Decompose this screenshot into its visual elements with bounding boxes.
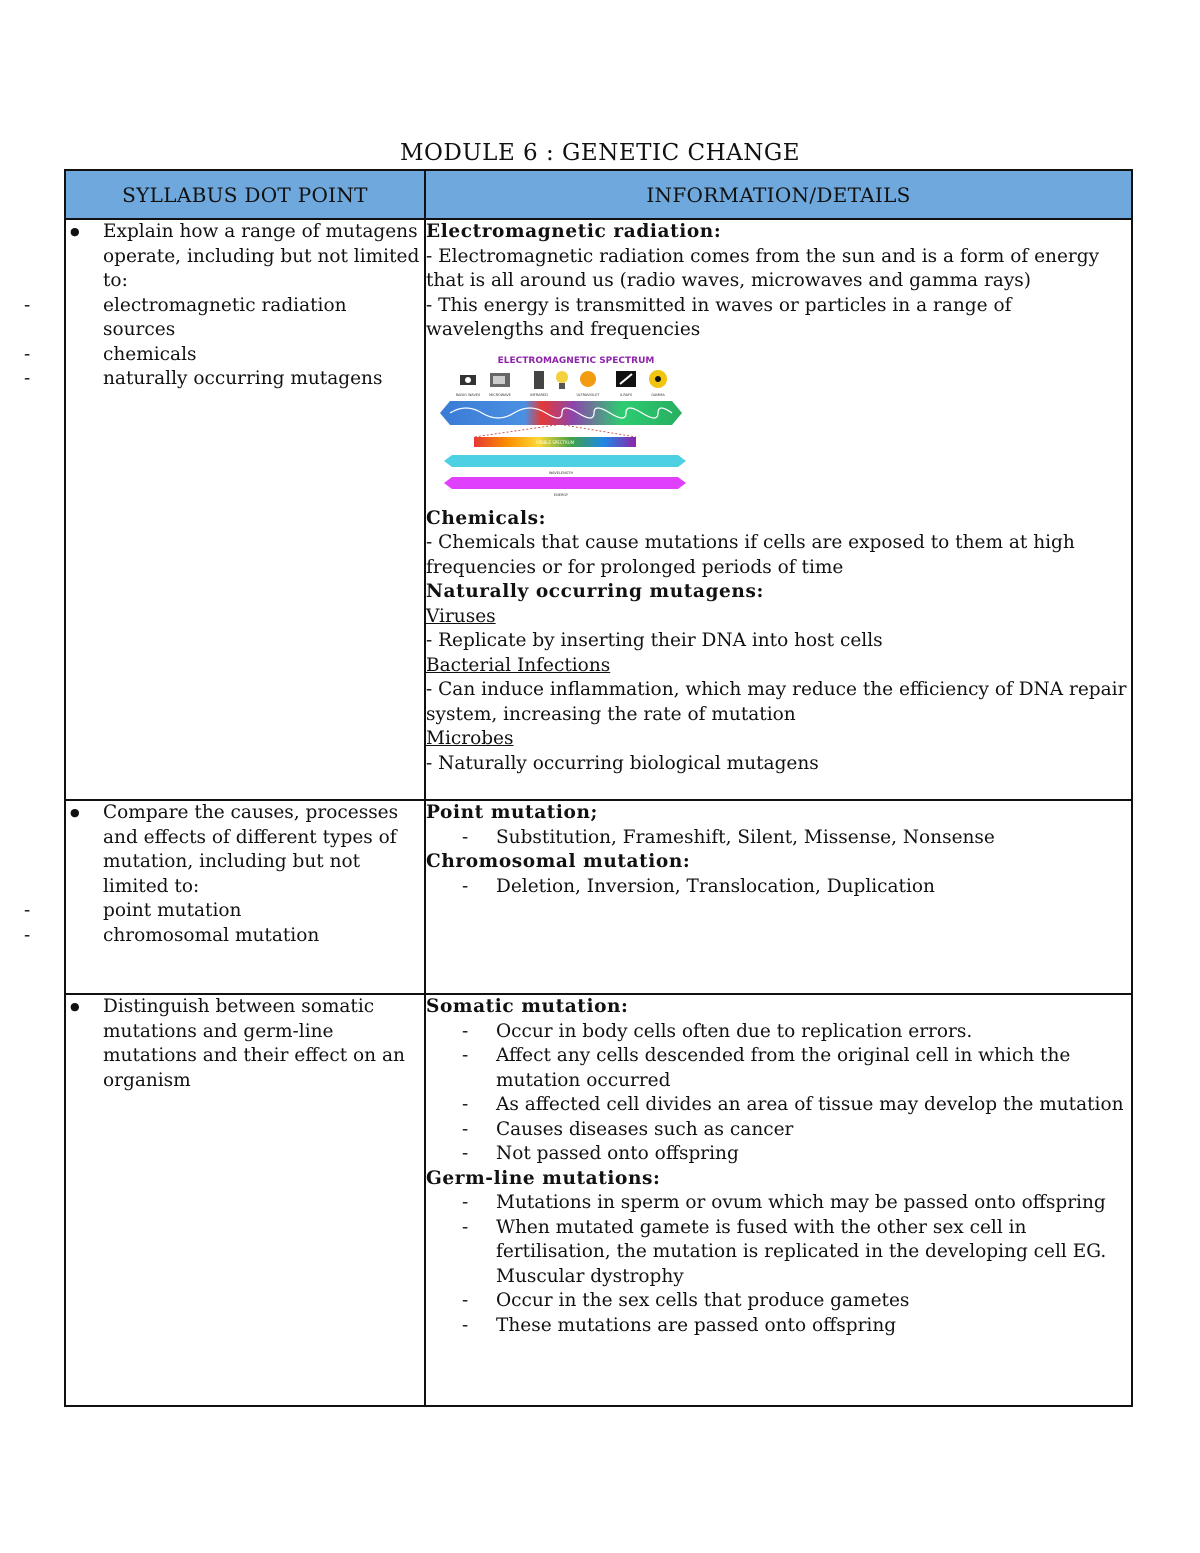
- energy-label: ENERGY: [553, 492, 569, 497]
- em-line: - This energy is transmitted in waves or particles in a range of wavelengths and frequencies: [426, 294, 1012, 340]
- header-syllabus: SYLLABUS DOT POINT: [65, 170, 425, 219]
- list-item: - As affected cell divides an area of tissue may develop the mutation: [426, 1093, 1131, 1118]
- microbes-label: Microbes: [426, 728, 514, 749]
- list-item: - These mutations are passed onto offspring: [426, 1314, 1131, 1339]
- point-mutation-heading: Point mutation;: [426, 802, 598, 823]
- bacterial-line: - Can induce inflammation, which may reduce the efficiency of DNA repair system, increasing the rate of mutation: [426, 679, 1127, 725]
- list-item: - Occur in the sex cells that produce gametes: [426, 1289, 1131, 1314]
- list-item: - When mutated gamete is fused with the other sex cell in fertilisation, the mutation is replicated in the developing cell EG. Muscular dystrophy: [426, 1216, 1131, 1290]
- germline-mutation-heading: Germ-line mutations:: [426, 1167, 661, 1189]
- band-label: ULTRAVIOLET: [576, 392, 600, 397]
- details-cell: [425, 219, 1132, 800]
- wavelength-label: WAVELENGTH: [548, 470, 574, 475]
- band-label: INFRARED: [530, 392, 548, 397]
- details-cell: [425, 994, 1132, 1406]
- syllabus-sub-item: - chromosomal mutation: [22, 924, 424, 949]
- syllabus-cell: [65, 219, 425, 800]
- electromagnetic-spectrum-figure: [436, 351, 686, 499]
- visible-label: VISIBLE SPECTRUM: [535, 439, 575, 445]
- header-details: INFORMATION/DETAILS: [425, 170, 1132, 219]
- syllabus-bullet: ● Explain how a range of mutagens operate, including but not limited to:: [66, 220, 424, 294]
- spectrum-title: ELECTROMAGNETIC SPECTRUM: [497, 355, 655, 366]
- band-label: GAMMA: [651, 392, 665, 397]
- syllabus-bullet: ● Distinguish between somatic mutations and germ-line mutations and their effect on an organism: [66, 995, 424, 1093]
- band-label: RADIO WAVES: [455, 392, 481, 397]
- table-row: [65, 800, 1132, 994]
- viruses-line: - Replicate by inserting their DNA into host cells: [426, 630, 883, 651]
- syllabus-cell: [65, 800, 425, 994]
- em-heading: Electromagnetic radiation:: [426, 221, 722, 242]
- header-row: [65, 170, 1132, 219]
- syllabus-sub-item: - naturally occurring mutagens: [22, 367, 424, 392]
- energy-arrow: [444, 477, 686, 489]
- somatic-mutation-heading: Somatic mutation:: [426, 996, 629, 1017]
- sun-icon: [580, 371, 596, 387]
- list-item: - Affect any cells descended from the original cell in which the mutation occurred: [426, 1044, 1131, 1093]
- details-cell: [425, 800, 1132, 994]
- xray-icon: [616, 371, 636, 387]
- radio-icon: [460, 375, 476, 385]
- band-label: X-RAYS: [619, 392, 633, 397]
- chemicals-line: - Chemicals that cause mutations if cells are exposed to them at high frequencies or for prolonged periods of time: [426, 532, 1075, 578]
- syllabus-sub-item: - point mutation: [22, 899, 424, 924]
- list-item: - Substitution, Frameshift, Silent, Missense, Nonsense: [426, 826, 1131, 851]
- microwave-icon: [490, 373, 510, 387]
- list-item: - Causes diseases such as cancer: [426, 1118, 1131, 1143]
- syllabus-table: [64, 169, 1133, 1407]
- tv-icon: [534, 371, 544, 389]
- radiation-icon: [649, 370, 667, 388]
- wavelength-arrow: [444, 455, 686, 467]
- list-item: - Occur in body cells often due to replication errors.: [426, 1020, 1131, 1045]
- syllabus-bullet: ● Compare the causes, processes and effects of different types of mutation, including but not limited to:: [66, 801, 424, 899]
- em-line: - Electromagnetic radiation comes from the sun and is a form of energy that is all around us (radio waves, microwaves and gamma rays): [426, 245, 1100, 291]
- list-item: - Mutations in sperm or ovum which may be passed onto offspring: [426, 1191, 1131, 1216]
- list-item: - Not passed onto offspring: [426, 1142, 1131, 1167]
- list-item: - Deletion, Inversion, Translocation, Duplication: [426, 875, 1131, 900]
- band-label: MICROWAVE: [489, 392, 511, 397]
- lightbulb-icon: [556, 371, 568, 389]
- chemicals-heading: Chemicals:: [426, 507, 547, 529]
- chromosomal-mutation-heading: Chromosomal mutation:: [426, 851, 691, 872]
- table-row: [65, 994, 1132, 1406]
- page-title: MODULE 6 : GENETIC CHANGE: [399, 140, 801, 166]
- microbes-line: - Naturally occurring biological mutagens: [426, 752, 819, 774]
- viruses-label: Viruses: [426, 605, 496, 627]
- syllabus-sub-item: - chemicals: [22, 343, 424, 368]
- table-row: [65, 219, 1132, 800]
- natural-mutagens-heading: Naturally occurring mutagens:: [426, 581, 764, 602]
- spectrum-band: [440, 401, 682, 425]
- syllabus-cell: [65, 994, 425, 1406]
- bacterial-label: Bacterial Infections: [426, 654, 611, 676]
- syllabus-sub-item: - electromagnetic radiation sources: [22, 294, 424, 343]
